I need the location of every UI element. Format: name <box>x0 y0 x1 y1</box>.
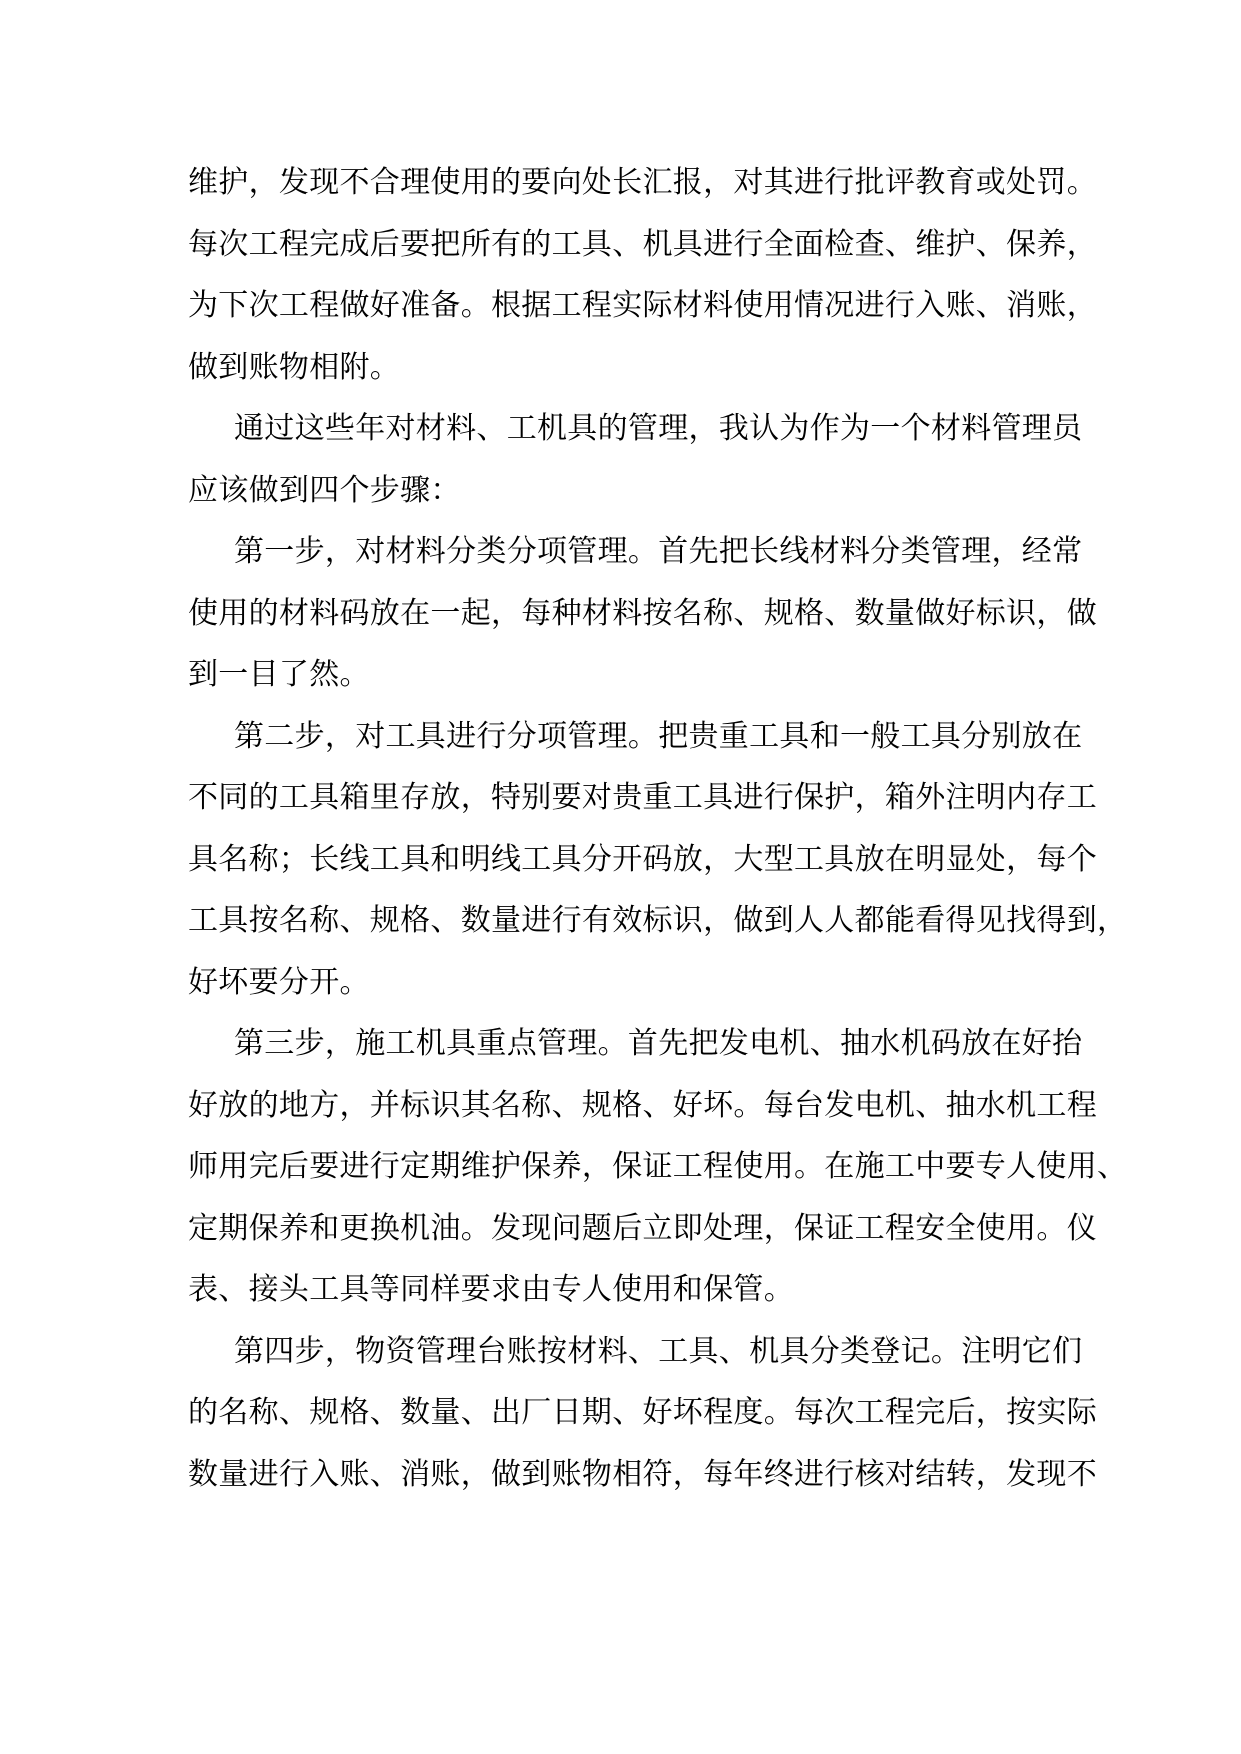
text-line: 不同的工具箱里存放，特别要对贵重工具进行保护，箱外注明内存工 <box>188 780 1097 815</box>
paragraph-step-4 <box>188 1321 1097 1506</box>
text-line: 的名称、规格、数量、出厂日期、好坏程度。每次工程完后，按实际 <box>188 1395 1097 1430</box>
text-line: 工具按名称、规格、数量进行有效标识，做到人人都能看得见找得到， <box>188 903 1128 938</box>
text-line: 为下次工程做好准备。根据工程实际材料使用情况进行入账、消账， <box>188 288 1097 323</box>
text-line: 使用的材料码放在一起，每种材料按名称、规格、数量做好标识，做 <box>188 595 1097 631</box>
text-line: 应该做到四个步骤： <box>188 472 461 508</box>
text-line: 第一步，对材料分类分项管理。首先把长线材料分类管理，经常 <box>234 534 1083 569</box>
paragraph-step-3 <box>188 1013 1128 1321</box>
text-line: 定期保养和更换机油。发现问题后立即处理，保证工程安全使用。仪 <box>188 1210 1097 1246</box>
paragraph-step-1 <box>188 521 1097 706</box>
text-line: 师用完后要进行定期维护保养，保证工程使用。在施工中要专人使用、 <box>188 1149 1128 1184</box>
text-line: 数量进行入账、消账，做到账物相符，每年终进行核对结转，发现不 <box>188 1456 1097 1492</box>
paragraph-step-2 <box>188 706 1128 1014</box>
text-line: 具名称；长线工具和明线工具分开码放，大型工具放在明显处，每个 <box>188 841 1097 877</box>
text-line: 好放的地方，并标识其名称、规格、好坏。每台发电机、抽水机工程 <box>188 1087 1097 1123</box>
text-line: 第二步，对工具进行分项管理。把贵重工具和一般工具分别放在 <box>234 718 1083 754</box>
text-line: 做到账物相附。 <box>188 349 401 385</box>
text-line: 维护，发现不合理使用的要向处长汇报，对其进行批评教育或处罚。 <box>188 165 1097 200</box>
paragraph-1 <box>188 152 1097 398</box>
text-line: 表、接头工具等同样要求由专人使用和保管。 <box>188 1272 794 1307</box>
text-line: 到一目了然。 <box>188 657 370 692</box>
text-line: 每次工程完成后要把所有的工具、机具进行全面检查、维护、保养， <box>188 226 1097 262</box>
paragraph-2 <box>188 398 1083 521</box>
document-body <box>188 152 1128 1505</box>
text-line: 第四步，物资管理台账按材料、工具、机具分类登记。注明它们 <box>234 1333 1083 1369</box>
text-line: 好坏要分开。 <box>188 964 370 1000</box>
text-line: 第三步，施工机具重点管理。首先把发电机、抽水机码放在好抬 <box>234 1026 1083 1061</box>
text-line: 通过这些年对材料、工机具的管理，我认为作为一个材料管理员 <box>234 411 1083 446</box>
